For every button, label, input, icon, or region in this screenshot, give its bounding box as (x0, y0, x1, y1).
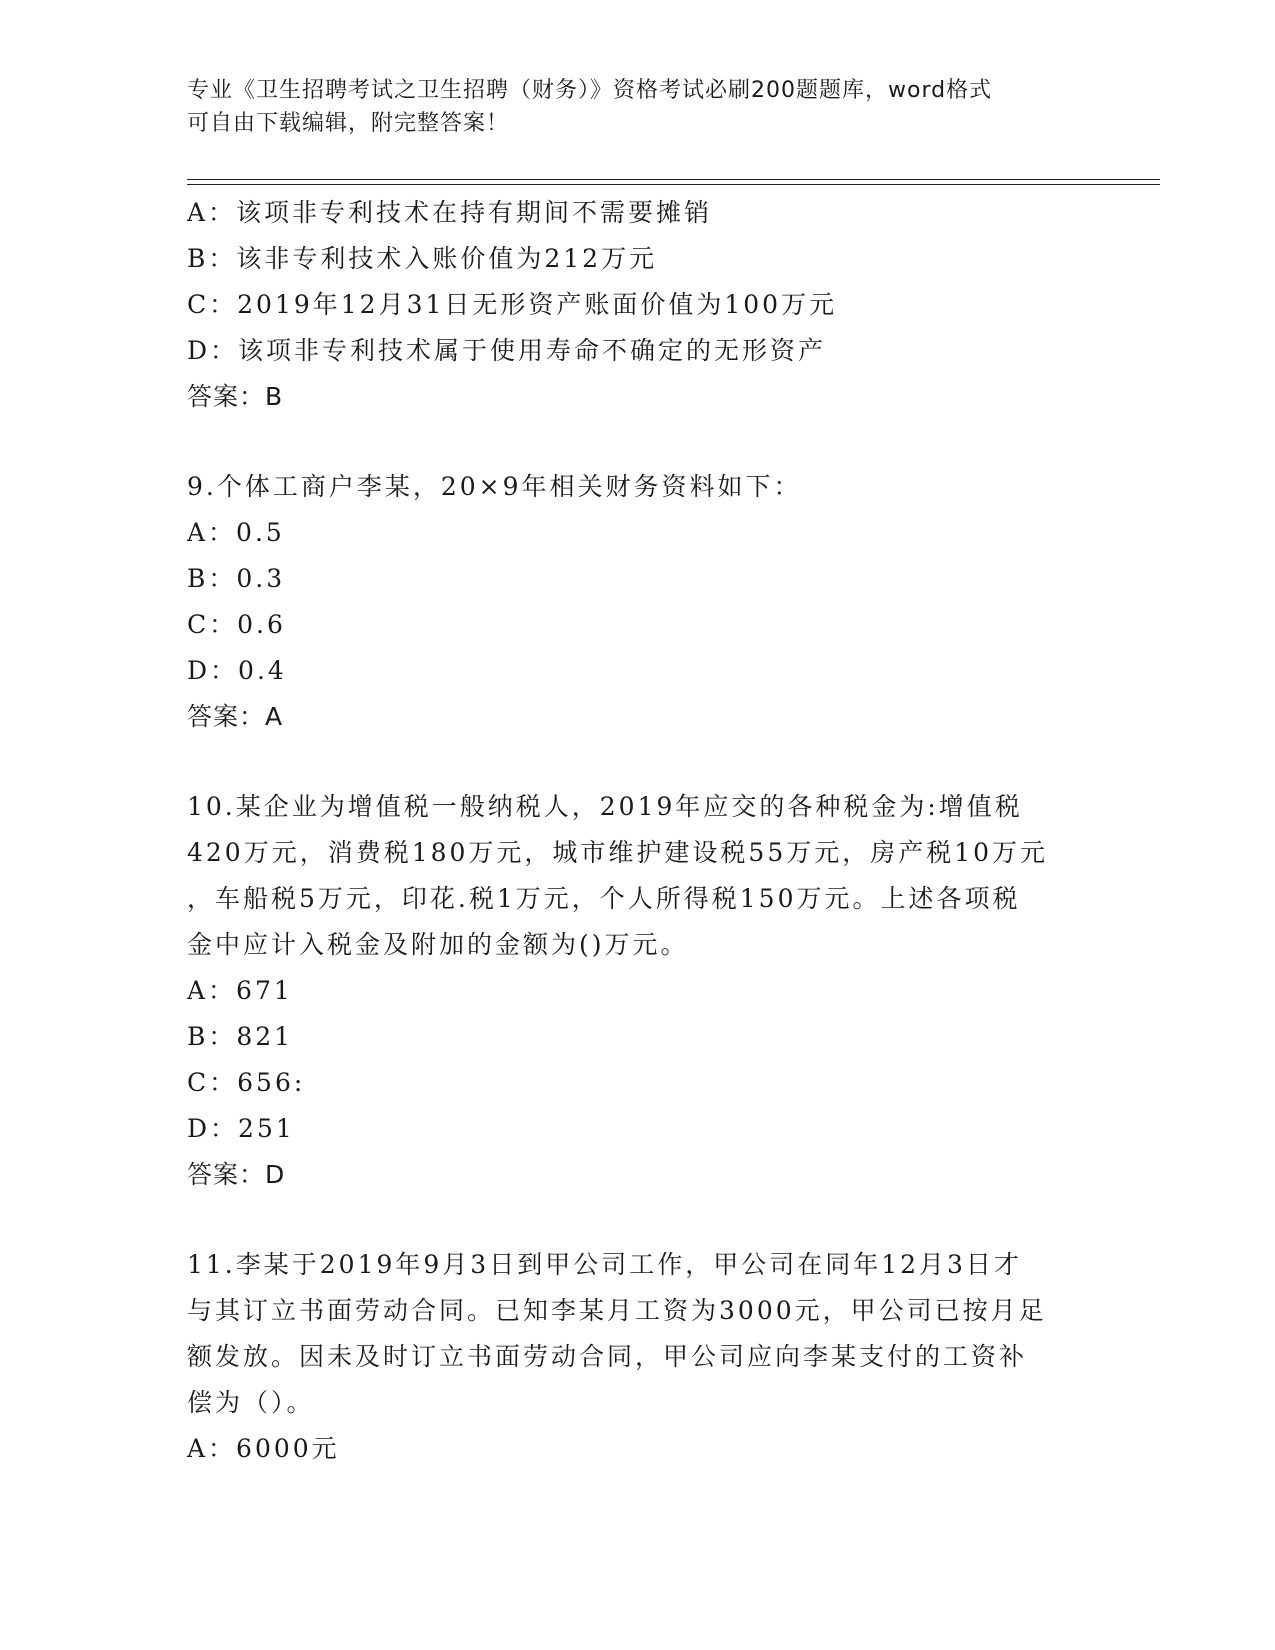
question-11-option-a: A：6000元 (187, 1434, 340, 1463)
question-10-text-line-4: 金中应计入税金及附加的金额为()万元。 (187, 930, 689, 959)
question-10-option-d: D：251 (187, 1114, 295, 1143)
question-10-option-b: B：821 (187, 1022, 294, 1051)
question-10-text-line-3: ，车船税5万元，印花.税1万元，个人所得税150万元。上述各项税 (187, 884, 1021, 913)
question-11-text-line-2: 与其订立书面劳动合同。已知李某月工资为3000元，甲公司已按月足 (187, 1296, 1047, 1325)
question-10-block (187, 784, 1087, 1198)
question-8-option-a: A：该项非专利技术在持有期间不需要摊销 (187, 198, 713, 227)
question-8-block (187, 190, 1087, 420)
header-title-line-2: 可自由下载编辑，附完整答案！ (187, 111, 510, 136)
question-9-option-b: B：0.3 (187, 564, 286, 593)
question-10-option-a: A：671 (187, 976, 293, 1005)
question-8-option-c: C：2019年12月31日无形资产账面价值为100万元 (187, 290, 838, 319)
header-divider-bottom (187, 184, 1160, 185)
spacer (187, 420, 1087, 464)
header-divider-top (187, 179, 1160, 180)
question-9-option-d: D：0.4 (187, 656, 287, 685)
question-11-text-line-3: 额发放。因未及时订立书面劳动合同，甲公司应向李某支付的工资补 (187, 1342, 1028, 1371)
question-9-block (187, 464, 1087, 740)
spacer (187, 740, 1087, 784)
question-11-text-line-4: 偿为（）。 (187, 1388, 315, 1417)
question-content (187, 190, 1087, 1472)
question-9-option-a: A：0.5 (187, 518, 285, 547)
question-10-text-line-1: 10.某企业为增值税一般纳税人，2019年应交的各种税金为:增值税 (187, 792, 1023, 821)
question-10-text-line-2: 420万元，消费税180万元，城市维护建设税55万元，房产税10万元 (187, 838, 1049, 867)
document-header (187, 74, 1087, 140)
question-10-option-c: C：656: (187, 1068, 306, 1097)
question-8-option-b: B：该非专利技术入账价值为212万元 (187, 244, 658, 273)
question-10-answer: 答案：D (187, 1160, 286, 1189)
header-title-line-1: 专业《卫生招聘考试之卫生招聘（财务）》资格考试必刷200题题库，word格式 (187, 78, 993, 103)
question-8-answer: 答案：B (187, 382, 284, 411)
question-11-block (187, 1242, 1087, 1472)
spacer (187, 1198, 1087, 1242)
question-11-text-line-1: 11.李某于2019年9月3日到甲公司工作，甲公司在同年12月3日才 (187, 1250, 1022, 1279)
question-9-answer: 答案：A (187, 702, 284, 731)
question-8-option-d: D：该项非专利技术属于使用寿命不确定的无形资产 (187, 336, 827, 365)
question-9-text: 9.个体工商户李某，20×9年相关财务资料如下： (187, 472, 802, 501)
question-9-option-c: C：0.6 (187, 610, 286, 639)
